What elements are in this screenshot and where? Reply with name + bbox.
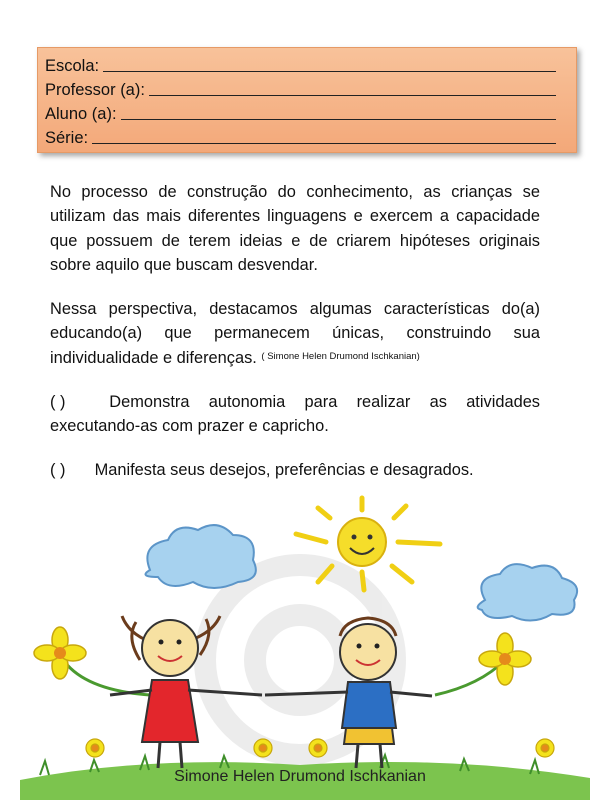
author-citation: ( Simone Helen Drumond Ischkanian) (261, 351, 420, 363)
school-label: Escola: (45, 57, 100, 75)
student-blank-line[interactable] (121, 118, 556, 120)
student-label: Aluno (a): (45, 105, 117, 123)
teacher-field (45, 76, 556, 100)
option-autonomy-text: Demonstra autonomia para realizar as atividades executando-as com prazer e capricho. (50, 392, 540, 436)
school-field (45, 52, 556, 76)
teacher-blank-line[interactable] (149, 94, 556, 96)
flower-right-icon (435, 633, 531, 695)
body-text (50, 180, 540, 501)
grade-field (45, 124, 556, 148)
header-form (37, 47, 577, 153)
option-autonomy (50, 390, 540, 439)
paragraph-perspective (50, 297, 540, 371)
paragraph-perspective-text: Nessa perspectiva, destacamos algumas características do(a) educando(a) que permanecem únicas, construindo sua individualidade e diferenças. (50, 299, 540, 368)
option-autonomy-checkbox[interactable]: ( ) (50, 392, 66, 411)
grade-blank-line[interactable] (92, 142, 556, 144)
cloud-right-icon (478, 564, 577, 620)
option-desires-checkbox[interactable]: ( ) (50, 460, 66, 479)
student-field (45, 100, 556, 124)
option-desires (50, 458, 540, 482)
cloud-left-icon (146, 525, 256, 588)
paragraph-intro: No processo de construção do conhecimento, as crianças se utilizam das mais diferentes linguagens e exercem a capacidade que possuem de terem ideias e de criarem hipóteses originais sobre aquilo que buscam desvendar. (50, 183, 540, 275)
teacher-label: Professor (a): (45, 81, 145, 99)
school-blank-line[interactable] (103, 70, 556, 72)
children-illustration (0, 490, 600, 800)
option-desires-text: Manifesta seus desejos, preferências e desagrados. (94, 460, 474, 479)
footer-credit: Simone Helen Drumond Ischkanian (174, 768, 426, 785)
grade-label: Série: (45, 129, 89, 147)
